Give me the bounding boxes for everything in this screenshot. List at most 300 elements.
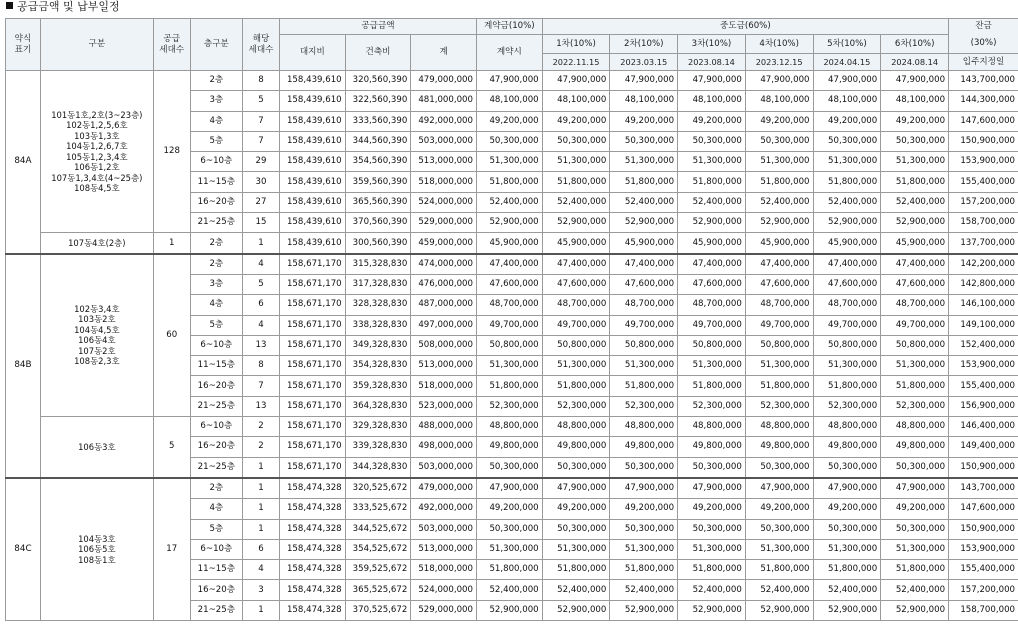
- middle-4-cell: 47,900,000: [745, 478, 813, 499]
- balance-cell: 156,900,000: [949, 396, 1018, 416]
- division-cell: 107동4호(2층): [40, 233, 153, 254]
- middle-4-cell: 51,300,000: [745, 539, 813, 559]
- page-title: [6, 0, 120, 14]
- balance-cell: 155,400,000: [949, 172, 1018, 192]
- building-price-cell: 329,328,830: [345, 417, 411, 437]
- middle-3-cell: 50,300,000: [678, 519, 746, 539]
- floor-cell: 5층: [190, 131, 242, 151]
- units-cell: 29: [243, 152, 280, 172]
- supply-units-cell: 1: [153, 233, 190, 254]
- middle-5-cell: 52,300,000: [813, 396, 881, 416]
- total-price-cell: 492,000,000: [411, 111, 477, 131]
- middle-4-cell: 49,700,000: [745, 315, 813, 335]
- middle-6-cell: 51,300,000: [881, 356, 949, 376]
- table-row: [6, 478, 1018, 499]
- middle-3-cell: 47,900,000: [678, 71, 746, 91]
- balance-cell: 153,900,000: [949, 356, 1018, 376]
- middle-2-cell: 51,300,000: [610, 539, 678, 559]
- middle-4-cell: 45,900,000: [745, 233, 813, 254]
- middle-6-cell: 49,200,000: [881, 499, 949, 519]
- building-price-cell: 365,525,672: [345, 580, 411, 600]
- floor-cell: 11~15층: [190, 172, 242, 192]
- header-balance: 잔금: [949, 19, 1018, 35]
- units-cell: 7: [243, 131, 280, 151]
- middle-3-cell: 52,400,000: [678, 192, 746, 212]
- middle-3-cell: 48,700,000: [678, 295, 746, 315]
- middle-5-cell: 51,800,000: [813, 376, 881, 396]
- floor-cell: 4층: [190, 111, 242, 131]
- middle-3-cell: 48,800,000: [678, 417, 746, 437]
- land-price-cell: 158,439,610: [279, 213, 345, 233]
- middle-4-cell: 51,300,000: [745, 356, 813, 376]
- floor-cell: 11~15층: [190, 560, 242, 580]
- units-cell: 1: [243, 600, 280, 620]
- middle-1-cell: 49,700,000: [542, 315, 610, 335]
- middle-2-cell: 50,300,000: [610, 457, 678, 478]
- middle-1-cell: 51,800,000: [542, 172, 610, 192]
- middle-6-cell: 52,300,000: [881, 396, 949, 416]
- middle-4-cell: 50,800,000: [745, 335, 813, 355]
- middle-3-cell: 51,800,000: [678, 376, 746, 396]
- contract-cell: 50,300,000: [476, 131, 542, 151]
- middle-2-cell: 52,400,000: [610, 580, 678, 600]
- land-price-cell: 158,671,170: [279, 315, 345, 335]
- middle-6-cell: 51,300,000: [881, 539, 949, 559]
- middle-5-cell: 51,300,000: [813, 152, 881, 172]
- balance-cell: 152,400,000: [949, 335, 1018, 355]
- floor-cell: 16~20층: [190, 192, 242, 212]
- middle-4-cell: 47,400,000: [745, 254, 813, 275]
- balance-cell: 157,200,000: [949, 192, 1018, 212]
- middle-4-cell: 48,100,000: [745, 91, 813, 111]
- table-row: [6, 71, 1018, 91]
- floor-cell: 2층: [190, 233, 242, 254]
- total-price-cell: 529,000,000: [411, 600, 477, 620]
- middle-5-cell: 49,800,000: [813, 437, 881, 457]
- middle-5-cell: 49,200,000: [813, 499, 881, 519]
- header-type: 약식 표기: [6, 19, 41, 71]
- middle-5-cell: 48,800,000: [813, 417, 881, 437]
- middle-6-cell: 49,800,000: [881, 437, 949, 457]
- balance-cell: 157,200,000: [949, 580, 1018, 600]
- middle-2-cell: 51,800,000: [610, 376, 678, 396]
- balance-cell: 149,400,000: [949, 437, 1018, 457]
- header-contract: 계약금(10%): [476, 19, 542, 35]
- middle-1-cell: 52,400,000: [542, 192, 610, 212]
- middle-1-cell: 51,300,000: [542, 539, 610, 559]
- building-price-cell: 339,328,830: [345, 437, 411, 457]
- total-price-cell: 503,000,000: [411, 131, 477, 151]
- header-supply-units: 공급 세대수: [153, 19, 190, 71]
- middle-5-cell: 48,100,000: [813, 91, 881, 111]
- middle-2-cell: 47,600,000: [610, 274, 678, 294]
- land-price-cell: 158,439,610: [279, 111, 345, 131]
- total-price-cell: 498,000,000: [411, 437, 477, 457]
- building-price-cell: 315,328,830: [345, 254, 411, 275]
- contract-cell: 52,900,000: [476, 213, 542, 233]
- balance-cell: 144,300,000: [949, 91, 1018, 111]
- units-cell: 30: [243, 172, 280, 192]
- middle-6-cell: 49,200,000: [881, 111, 949, 131]
- middle-3-cell: 50,300,000: [678, 457, 746, 478]
- middle-6-cell: 48,100,000: [881, 91, 949, 111]
- middle-1-cell: 47,900,000: [542, 71, 610, 91]
- contract-cell: 52,400,000: [476, 192, 542, 212]
- balance-cell: 147,600,000: [949, 499, 1018, 519]
- land-price-cell: 158,439,610: [279, 172, 345, 192]
- land-price-cell: 158,671,170: [279, 335, 345, 355]
- middle-5-cell: 47,900,000: [813, 71, 881, 91]
- building-price-cell: 354,560,390: [345, 152, 411, 172]
- contract-cell: 50,300,000: [476, 519, 542, 539]
- land-price-cell: 158,671,170: [279, 295, 345, 315]
- middle-1-cell: 47,900,000: [542, 478, 610, 499]
- middle-2-cell: 52,400,000: [610, 192, 678, 212]
- middle-2-cell: 51,300,000: [610, 152, 678, 172]
- middle-5-cell: 50,300,000: [813, 457, 881, 478]
- contract-cell: 52,900,000: [476, 600, 542, 620]
- building-price-cell: 359,328,830: [345, 376, 411, 396]
- middle-6-cell: 52,400,000: [881, 192, 949, 212]
- land-price-cell: 158,474,328: [279, 560, 345, 580]
- floor-cell: 4층: [190, 499, 242, 519]
- middle-6-cell: 50,300,000: [881, 457, 949, 478]
- header-middle-date-5: 2024.04.15: [813, 54, 881, 71]
- middle-4-cell: 48,800,000: [745, 417, 813, 437]
- middle-5-cell: 51,800,000: [813, 560, 881, 580]
- middle-5-cell: 50,800,000: [813, 335, 881, 355]
- header-contract-time: 계약시: [476, 35, 542, 71]
- middle-4-cell: 51,800,000: [745, 376, 813, 396]
- units-cell: 2: [243, 417, 280, 437]
- total-price-cell: 479,000,000: [411, 478, 477, 499]
- middle-1-cell: 49,200,000: [542, 499, 610, 519]
- middle-1-cell: 48,800,000: [542, 417, 610, 437]
- header-building: 건축비: [345, 35, 411, 71]
- total-price-cell: 518,000,000: [411, 376, 477, 396]
- balance-cell: 146,400,000: [949, 417, 1018, 437]
- units-cell: 8: [243, 356, 280, 376]
- supply-units-cell: 60: [153, 254, 190, 417]
- middle-2-cell: 49,200,000: [610, 499, 678, 519]
- units-cell: 6: [243, 295, 280, 315]
- middle-4-cell: 47,600,000: [745, 274, 813, 294]
- middle-4-cell: 51,300,000: [745, 152, 813, 172]
- floor-cell: 21~25층: [190, 600, 242, 620]
- total-price-cell: 524,000,000: [411, 580, 477, 600]
- total-price-cell: 518,000,000: [411, 172, 477, 192]
- middle-3-cell: 49,800,000: [678, 437, 746, 457]
- units-cell: 13: [243, 335, 280, 355]
- middle-6-cell: 47,400,000: [881, 254, 949, 275]
- floor-cell: 2층: [190, 478, 242, 499]
- middle-5-cell: 52,400,000: [813, 580, 881, 600]
- contract-cell: 48,100,000: [476, 91, 542, 111]
- middle-6-cell: 47,900,000: [881, 71, 949, 91]
- header-middle: 중도금(60%): [542, 19, 948, 35]
- middle-1-cell: 48,100,000: [542, 91, 610, 111]
- middle-4-cell: 52,900,000: [745, 600, 813, 620]
- building-price-cell: 364,328,830: [345, 396, 411, 416]
- middle-1-cell: 50,300,000: [542, 457, 610, 478]
- unit-type: 84B: [6, 254, 41, 478]
- floor-cell: 6~10층: [190, 539, 242, 559]
- floor-cell: 21~25층: [190, 457, 242, 478]
- header-middle-date-6: 2024.08.14: [881, 54, 949, 71]
- floor-cell: 6~10층: [190, 335, 242, 355]
- middle-6-cell: 48,800,000: [881, 417, 949, 437]
- balance-cell: 147,600,000: [949, 111, 1018, 131]
- middle-6-cell: 47,900,000: [881, 478, 949, 499]
- header-division: 구분: [40, 19, 153, 71]
- middle-4-cell: 50,300,000: [745, 131, 813, 151]
- header-supply-price: 공급금액: [279, 19, 476, 35]
- total-price-cell: 476,000,000: [411, 274, 477, 294]
- contract-cell: 51,300,000: [476, 152, 542, 172]
- floor-cell: 21~25층: [190, 396, 242, 416]
- total-price-cell: 503,000,000: [411, 519, 477, 539]
- balance-cell: 153,900,000: [949, 152, 1018, 172]
- supply-units-cell: 128: [153, 71, 190, 233]
- land-price-cell: 158,474,328: [279, 499, 345, 519]
- floor-cell: 3층: [190, 91, 242, 111]
- middle-2-cell: 51,300,000: [610, 356, 678, 376]
- contract-cell: 49,200,000: [476, 499, 542, 519]
- building-price-cell: 349,328,830: [345, 335, 411, 355]
- total-price-cell: 524,000,000: [411, 192, 477, 212]
- land-price-cell: 158,439,610: [279, 131, 345, 151]
- floor-cell: 6~10층: [190, 152, 242, 172]
- total-price-cell: 529,000,000: [411, 213, 477, 233]
- supply-units-cell: 5: [153, 417, 190, 478]
- middle-6-cell: 50,300,000: [881, 519, 949, 539]
- middle-5-cell: 51,800,000: [813, 172, 881, 192]
- land-price-cell: 158,671,170: [279, 376, 345, 396]
- total-price-cell: 518,000,000: [411, 560, 477, 580]
- contract-cell: 51,800,000: [476, 376, 542, 396]
- middle-4-cell: 48,700,000: [745, 295, 813, 315]
- building-price-cell: 320,525,672: [345, 478, 411, 499]
- middle-6-cell: 51,300,000: [881, 152, 949, 172]
- land-price-cell: 158,474,328: [279, 519, 345, 539]
- middle-6-cell: 45,900,000: [881, 233, 949, 254]
- building-price-cell: 354,328,830: [345, 356, 411, 376]
- middle-3-cell: 52,900,000: [678, 213, 746, 233]
- middle-3-cell: 47,600,000: [678, 274, 746, 294]
- middle-2-cell: 49,200,000: [610, 111, 678, 131]
- middle-2-cell: 51,800,000: [610, 172, 678, 192]
- header-floor: 층구분: [190, 19, 242, 71]
- land-price-cell: 158,439,610: [279, 91, 345, 111]
- units-cell: 27: [243, 192, 280, 212]
- middle-3-cell: 47,400,000: [678, 254, 746, 275]
- middle-4-cell: 51,800,000: [745, 172, 813, 192]
- units-cell: 4: [243, 254, 280, 275]
- middle-5-cell: 45,900,000: [813, 233, 881, 254]
- contract-cell: 47,900,000: [476, 71, 542, 91]
- middle-5-cell: 47,900,000: [813, 478, 881, 499]
- header-land: 대지비: [279, 35, 345, 71]
- land-price-cell: 158,439,610: [279, 71, 345, 91]
- middle-2-cell: 47,900,000: [610, 71, 678, 91]
- header-middle-1: 1차(10%): [542, 35, 610, 54]
- units-cell: 15: [243, 213, 280, 233]
- middle-5-cell: 50,300,000: [813, 519, 881, 539]
- units-cell: 13: [243, 396, 280, 416]
- balance-cell: 146,100,000: [949, 295, 1018, 315]
- floor-cell: 2층: [190, 254, 242, 275]
- middle-6-cell: 52,900,000: [881, 213, 949, 233]
- middle-2-cell: 52,300,000: [610, 396, 678, 416]
- contract-cell: 51,800,000: [476, 560, 542, 580]
- supply-units-cell: 17: [153, 478, 190, 621]
- header-balance-time: 입주지정일: [949, 54, 1018, 71]
- total-price-cell: 513,000,000: [411, 539, 477, 559]
- middle-5-cell: 51,300,000: [813, 356, 881, 376]
- total-price-cell: 497,000,000: [411, 315, 477, 335]
- building-price-cell: 359,525,672: [345, 560, 411, 580]
- building-price-cell: 344,328,830: [345, 457, 411, 478]
- middle-2-cell: 50,300,000: [610, 519, 678, 539]
- table-body: [6, 71, 1018, 621]
- middle-5-cell: 49,700,000: [813, 315, 881, 335]
- header-middle-6: 6차(10%): [881, 35, 949, 54]
- floor-cell: 16~20층: [190, 580, 242, 600]
- middle-4-cell: 52,300,000: [745, 396, 813, 416]
- price-schedule-table: [5, 18, 1018, 621]
- balance-cell: 158,700,000: [949, 600, 1018, 620]
- contract-cell: 51,800,000: [476, 172, 542, 192]
- floor-cell: 5층: [190, 519, 242, 539]
- division-cell: 106동3호: [40, 417, 153, 478]
- contract-cell: 52,300,000: [476, 396, 542, 416]
- contract-cell: 49,700,000: [476, 315, 542, 335]
- middle-6-cell: 49,700,000: [881, 315, 949, 335]
- total-price-cell: 479,000,000: [411, 71, 477, 91]
- balance-cell: 149,100,000: [949, 315, 1018, 335]
- middle-6-cell: 50,800,000: [881, 335, 949, 355]
- middle-2-cell: 52,900,000: [610, 600, 678, 620]
- middle-1-cell: 49,800,000: [542, 437, 610, 457]
- total-price-cell: 459,000,000: [411, 233, 477, 254]
- middle-2-cell: 47,900,000: [610, 478, 678, 499]
- header-middle-2: 2차(10%): [610, 35, 678, 54]
- building-price-cell: 370,560,390: [345, 213, 411, 233]
- middle-3-cell: 50,800,000: [678, 335, 746, 355]
- middle-3-cell: 52,400,000: [678, 580, 746, 600]
- middle-4-cell: 47,900,000: [745, 71, 813, 91]
- land-price-cell: 158,439,610: [279, 152, 345, 172]
- floor-cell: 6~10층: [190, 417, 242, 437]
- middle-2-cell: 49,800,000: [610, 437, 678, 457]
- middle-5-cell: 50,300,000: [813, 131, 881, 151]
- middle-2-cell: 48,800,000: [610, 417, 678, 437]
- units-cell: 1: [243, 233, 280, 254]
- contract-cell: 47,900,000: [476, 478, 542, 499]
- building-price-cell: 300,560,390: [345, 233, 411, 254]
- middle-2-cell: 49,700,000: [610, 315, 678, 335]
- header-middle-date-1: 2022.11.15: [542, 54, 610, 71]
- middle-6-cell: 51,800,000: [881, 172, 949, 192]
- floor-cell: 2층: [190, 71, 242, 91]
- contract-cell: 50,800,000: [476, 335, 542, 355]
- balance-cell: 143,700,000: [949, 478, 1018, 499]
- middle-3-cell: 51,300,000: [678, 539, 746, 559]
- units-cell: 6: [243, 539, 280, 559]
- middle-1-cell: 47,600,000: [542, 274, 610, 294]
- table-row: [6, 417, 1018, 437]
- table-row: [6, 233, 1018, 254]
- middle-4-cell: 52,400,000: [745, 192, 813, 212]
- middle-6-cell: 52,400,000: [881, 580, 949, 600]
- units-cell: 4: [243, 560, 280, 580]
- middle-2-cell: 50,800,000: [610, 335, 678, 355]
- middle-4-cell: 49,800,000: [745, 437, 813, 457]
- floor-cell: 16~20층: [190, 376, 242, 396]
- total-price-cell: 503,000,000: [411, 457, 477, 478]
- middle-1-cell: 47,400,000: [542, 254, 610, 275]
- building-price-cell: 359,560,390: [345, 172, 411, 192]
- middle-1-cell: 50,300,000: [542, 519, 610, 539]
- land-price-cell: 158,671,170: [279, 437, 345, 457]
- middle-3-cell: 52,300,000: [678, 396, 746, 416]
- contract-cell: 45,900,000: [476, 233, 542, 254]
- middle-3-cell: 49,200,000: [678, 111, 746, 131]
- middle-4-cell: 49,200,000: [745, 111, 813, 131]
- middle-4-cell: 52,400,000: [745, 580, 813, 600]
- building-price-cell: 338,328,830: [345, 315, 411, 335]
- middle-6-cell: 51,800,000: [881, 560, 949, 580]
- middle-1-cell: 45,900,000: [542, 233, 610, 254]
- middle-1-cell: 52,900,000: [542, 213, 610, 233]
- units-cell: 5: [243, 91, 280, 111]
- square-bullet-icon: [6, 2, 13, 9]
- floor-cell: 5층: [190, 315, 242, 335]
- building-price-cell: 317,328,830: [345, 274, 411, 294]
- header-middle-date-3: 2023.08.14: [678, 54, 746, 71]
- building-price-cell: 320,560,390: [345, 71, 411, 91]
- middle-1-cell: 52,300,000: [542, 396, 610, 416]
- building-price-cell: 365,560,390: [345, 192, 411, 212]
- division-cell: 101동1호,2호(3~23층) 102동1,2,5,6호 103동1,3호 104동1,2,6,7호 105동1,2,3,4호 106동1,2호 107동1,3,4호(4~25층) 108동4,5호: [40, 71, 153, 233]
- land-price-cell: 158,474,328: [279, 580, 345, 600]
- division-cell: 102동3,4호 103동2호 104동4,5호 106동4호 107동2호 108동2,3호: [40, 254, 153, 417]
- header-middle-4: 4차(10%): [745, 35, 813, 54]
- building-price-cell: 354,525,672: [345, 539, 411, 559]
- table-row: [6, 254, 1018, 275]
- unit-type: 84C: [6, 478, 41, 621]
- building-price-cell: 333,560,390: [345, 111, 411, 131]
- building-price-cell: 322,560,390: [345, 91, 411, 111]
- middle-3-cell: 48,100,000: [678, 91, 746, 111]
- contract-cell: 48,800,000: [476, 417, 542, 437]
- table-header: [6, 19, 1018, 71]
- middle-1-cell: 50,300,000: [542, 131, 610, 151]
- middle-1-cell: 50,800,000: [542, 335, 610, 355]
- land-price-cell: 158,439,610: [279, 192, 345, 212]
- floor-cell: 3층: [190, 274, 242, 294]
- units-cell: 8: [243, 71, 280, 91]
- land-price-cell: 158,671,170: [279, 254, 345, 275]
- unit-type: 84A: [6, 71, 41, 254]
- middle-3-cell: 51,300,000: [678, 152, 746, 172]
- middle-5-cell: 49,200,000: [813, 111, 881, 131]
- units-cell: 1: [243, 499, 280, 519]
- contract-cell: 50,300,000: [476, 457, 542, 478]
- building-price-cell: 370,525,672: [345, 600, 411, 620]
- land-price-cell: 158,671,170: [279, 417, 345, 437]
- header-total: 계: [411, 35, 477, 71]
